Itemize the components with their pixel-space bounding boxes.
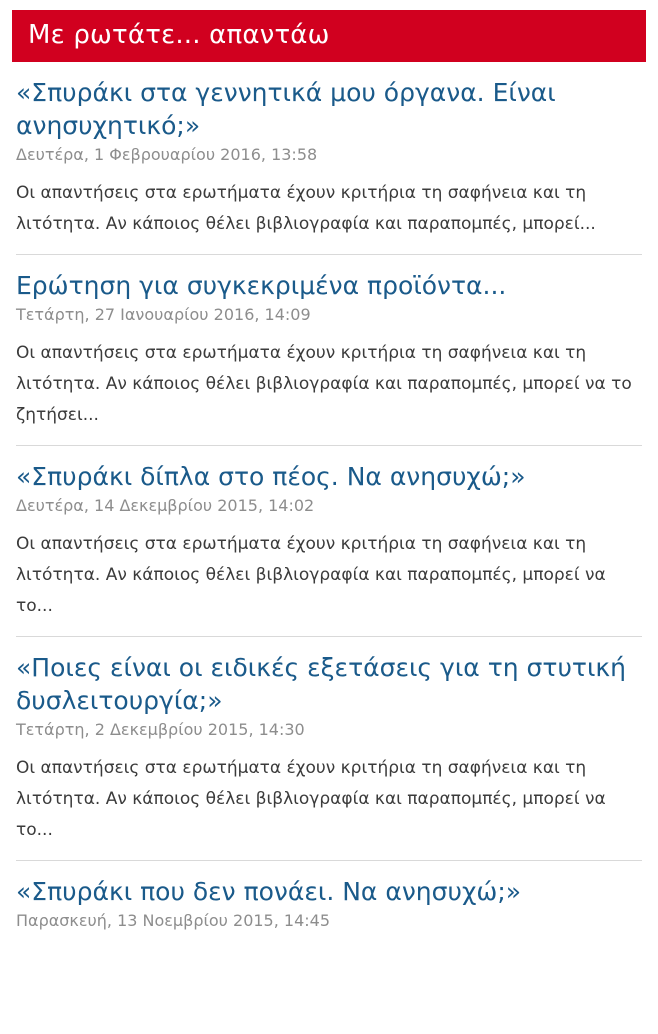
list-item[interactable] — [16, 255, 642, 446]
article-date: Δευτέρα, 14 Δεκεμβρίου 2015, 14:02 — [16, 496, 315, 515]
article-date: Δευτέρα, 1 Φεβρουαρίου 2016, 13:58 — [16, 145, 318, 164]
article-date: Τετάρτη, 2 Δεκεμβρίου 2015, 14:30 — [16, 720, 305, 739]
article-title-link[interactable]: «Σπυράκι δίπλα στο πέος. Να ανησυχώ;» — [16, 462, 526, 491]
article-title-link[interactable]: Ερώτηση για συγκεκριμένα προϊόντα... — [16, 271, 507, 300]
article-list — [0, 62, 658, 946]
article-excerpt: Οι απαντήσεις στα ερωτήματα έχουν κριτήρια τη σαφήνεια και τη λιτότητα. Αν κάποιος θέλει βιβλιογραφία και παραπομπές, μπορεί... — [16, 183, 596, 234]
article-title-link[interactable]: «Ποιες είναι οι ειδικές εξετάσεις για τη στυτική δυσλειτουργία;» — [16, 653, 627, 715]
article-excerpt: Οι απαντήσεις στα ερωτήματα έχουν κριτήρια τη σαφήνεια και τη λιτότητα. Αν κάποιος θέλει βιβλιογραφία και παραπομπές, μπορεί να το... — [16, 758, 606, 840]
article-title-link[interactable]: «Σπυράκι που δεν πονάει. Να ανησυχώ;» — [16, 877, 522, 906]
article-excerpt: Οι απαντήσεις στα ερωτήματα έχουν κριτήρια τη σαφήνεια και τη λιτότητα. Αν κάποιος θέλει βιβλιογραφία και παραπομπές, μπορεί να το ζητήσει... — [16, 343, 632, 425]
list-item[interactable] — [16, 861, 642, 946]
list-item[interactable] — [16, 637, 642, 861]
section-header — [12, 10, 646, 62]
page-container — [0, 10, 658, 946]
list-item[interactable] — [16, 62, 642, 255]
page-title: Με ρωτάτε... απαντάω — [28, 20, 330, 50]
article-title-link[interactable]: «Σπυράκι στα γεννητικά μου όργανα. Είναι ανησυχητικό;» — [16, 78, 556, 140]
article-date: Παρασκευή, 13 Νοεμβρίου 2015, 14:45 — [16, 911, 331, 930]
list-item[interactable] — [16, 446, 642, 637]
article-date: Τετάρτη, 27 Ιανουαρίου 2016, 14:09 — [16, 305, 311, 324]
article-excerpt: Οι απαντήσεις στα ερωτήματα έχουν κριτήρια τη σαφήνεια και τη λιτότητα. Αν κάποιος θέλει βιβλιογραφία και παραπομπές, μπορεί να το... — [16, 534, 606, 616]
